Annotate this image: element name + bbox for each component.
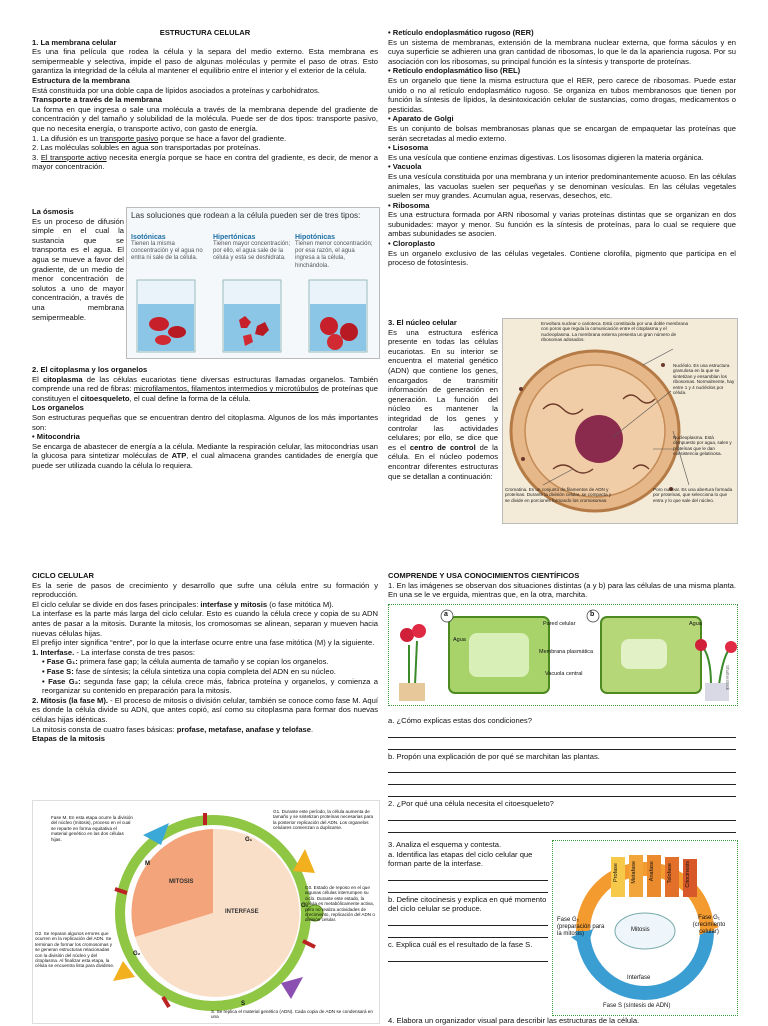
- solucion-hipertonica: Hipertónicas Tienen mayor concentración; por ello, el agua sale de la célula y esta se deshidrata.: [213, 234, 291, 262]
- golgi-heading: • Aparato de Golgi: [388, 114, 454, 124]
- solucion-hipotonica: Hipotónicas Tienen menor concentración; por esa razón, el agua ingresa a la célula, hinchándola.: [295, 234, 373, 269]
- column-ciclo-celular: [32, 571, 378, 744]
- golgi-text: Es un conjunto de bolsas membranosas planas que se encargan de empaquetar las proteínas que serán secretadas al medio externo.: [388, 123, 736, 143]
- questions-block: [388, 716, 736, 834]
- diagram-g1-label: G₁: [245, 837, 253, 843]
- question-3a: a. Identifica las etapas del ciclo celular que forman parte de la interfase.: [388, 849, 533, 869]
- solucion-isotonica: Isotónicas Tienen la misma concentración y el agua no entra ni sale de la célula.: [131, 234, 203, 262]
- citoplasma-text: El citoplasma de las células eucariotas tiene diversas estructuras llamadas organelos. También comprende una red de fibras: microfilamentos, filamentos intermedios y microtúbulos de proteínas que constituyen el citoesqueleto, el cual define la forma de la célula.: [32, 374, 379, 403]
- pared-celular-label: Pared celular: [543, 621, 576, 627]
- section-membrana-text: Es una fina película que rodea la célula y la separa del medio externo. Esta membrana es semipermeable y selectiva, impide el paso de algunas moléculas y permite el paso de otras. Esto garantiza la integridad de la célula al mantener el equilibrio entre el interior y el exterior de la célula.: [32, 47, 378, 76]
- profase-label: Profase: [613, 863, 619, 882]
- rer-heading: • Retículo endoplasmático rugoso (RER): [388, 28, 534, 37]
- plantas-figure: [388, 604, 738, 706]
- diagram-s-text: S. Se replica el material genético (ADN). Cada copia de ADN se condensará en una: [211, 1009, 373, 1020]
- mitocondria-text: Se encarga de abastecer de energía a la célula. Mediante la respiración celular, las mitocondrias usan la glucosa para sintetizar moléculas de ATP, el cual almacena grandes cantidades de energía que puede ser utilizada cuando la célula lo requiera.: [32, 441, 378, 470]
- credit-label: Shutterstock: [725, 665, 730, 691]
- comprende-title: COMPRENDE Y USA CONOCIMIENTOS CIENTÍFICOS: [388, 571, 580, 580]
- soluciones-figure: [126, 207, 380, 359]
- ciclo-p4: El prefijo inter significa “entre”, por lo que la interfase ocurre entre una fase mitótica (M) y la siguiente.: [32, 638, 375, 648]
- question-4: 4. Elabora un organizador visual para describir las estructuras de la célula.: [388, 1016, 640, 1025]
- diagram-m-label: M: [145, 861, 150, 867]
- plantas-illustration: [389, 605, 737, 705]
- ribosoma-text: Es una estructura formada por ARN ribosomal y varias proteínas distintas que se organizan en dos subunidades: mayor y menor. Su función es la síntesis de proteínas, para lo cual se requiere que ambas subunidades se asocien.: [388, 210, 736, 239]
- soluciones-title: Las soluciones que rodean a la célula pueden ser de tres tipos:: [131, 211, 361, 220]
- cloroplasto-text: Es un organelo exclusivo de las células vegetales. Contiene clorofila, pigmento que participa en el proceso de fotosíntesis.: [388, 248, 736, 268]
- citoplasma-block: [32, 365, 378, 471]
- agua-label-1: Agua: [453, 637, 466, 643]
- ribosoma-heading: • Ribosoma: [388, 200, 430, 210]
- answer-line[interactable]: [388, 810, 736, 821]
- etapas-heading: Etapas de la mitosis: [32, 734, 106, 744]
- cloroplasto-heading: • Cloroplasto: [388, 239, 435, 249]
- question-3: 3. Analiza el esquema y contesta.: [388, 840, 502, 849]
- lisosoma-heading: • Lisosoma: [388, 143, 429, 153]
- rer-text: Es un sistema de membranas, extensión de la membrana nuclear externa, que forma sáculos y en cuya superficie se adhieren una gran cantidad de ribosomas, lo que le da la apariencia rugosa. Por su asociación con los ribosomas, su principal función es la síntesis y transporte de proteínas.: [388, 37, 736, 66]
- interfase-label: Interfase: [627, 975, 651, 981]
- ciclo-p3: La interfase es la parte más larga del ciclo celular. Esto es cuando la célula crece y copia de su ADN antes de pasar a la mitosis. Durante la mitosis, los cromosomas se alinean, separan y mueven hacia nuevas células hijas.: [32, 609, 378, 638]
- answer-line[interactable]: [388, 927, 548, 938]
- answer-line[interactable]: [388, 727, 736, 738]
- osmosis-heading: La ósmosis: [32, 207, 74, 216]
- plant-b-label: b: [590, 611, 595, 618]
- vacuola-label: Vacuola central: [545, 671, 583, 677]
- beaker-hipotonica: [309, 280, 367, 352]
- ciclo-p2: El ciclo celular se divide en dos fases principales: interfase y mitosis (o fase mitótica M).: [32, 599, 334, 609]
- question-3-block: [388, 840, 548, 963]
- question-1: 1. En las imágenes se observan dos situaciones distintas (a y b) para las células de una misma planta. En una se le ve erguida, mientras que, en la otra, marchita.: [388, 580, 736, 600]
- diagram-g2-text: G2. Se reparan algunos errores que ocurren en la replicación del ADN. Se terminan de formar los cromosomas y se generan estructuras relacionadas con la división del núcleo y del citoplasma. Al finalizar esta etapa, la célula se encuentra lista para dividirse.: [35, 931, 115, 969]
- interfase-heading: 1. Interfase. - La interfase consta de tres pasos:: [32, 647, 195, 657]
- label-cromatina: Cromatina. Es un conjunto de filamentos de ADN y proteínas. Durante la división celular, se compacta y se divide en porciones formando los cromosomas.: [505, 487, 612, 503]
- diagram-g0-text: G0. Estado de reposo en el que algunas células interrumpen su ciclo. Durante este estado, la célula es metabólicamente activa, pero no realiza actividades de crecimiento, replicación del ADN o división celular.: [305, 885, 375, 923]
- answer-line[interactable]: [388, 951, 548, 962]
- anafase-label: Anafase: [649, 861, 655, 882]
- fase-s-item: • Fase S: fase de síntesis; la célula sintetiza una copia completa del ADN en su núcleo.: [42, 666, 336, 676]
- answer-line[interactable]: [388, 870, 548, 881]
- osmosis-block: [32, 207, 124, 322]
- ciclo-title: CICLO CELULAR: [32, 571, 95, 580]
- planta-erguida-icon: [399, 624, 426, 701]
- page-title: ESTRUCTURA CELULAR: [159, 28, 251, 37]
- transporte-item-3: 3. El transporte activo necesita energía porque se hace en contra del gradiente, es decir, de menor a mayor concentración.: [32, 152, 378, 172]
- nucleo-heading: 3. El núcleo celular: [388, 318, 457, 327]
- rel-heading: • Retículo endoplasmático liso (REL): [388, 66, 521, 76]
- section-membrana-heading: 1. La membrana celular: [32, 37, 117, 47]
- transporte-text: La forma en que ingresa o sale una molécula a través de la membrana depende del gradiente de concentración y del tamaño y solubilidad de la molécula. Puede ser de dos tipos: transporte pasivo, que no necesita energía, o transporte activo, con gasto de energía.: [32, 104, 378, 133]
- question-b: b. Propón una explicación de por qué se marchitan las plantas.: [388, 751, 600, 761]
- citocinesis-label: Citocinesis: [685, 861, 691, 888]
- diagram-g0-label: G₀: [301, 903, 309, 909]
- fase-g2-label: Fase G₂ (preparación para la mitosis): [557, 917, 605, 937]
- question-3c: c. Explica cuál es el resultado de la fase S.: [388, 939, 533, 949]
- organelos-heading: Los organelos: [32, 403, 84, 413]
- column-comprende: [388, 571, 736, 600]
- citoplasma-heading: 2. El citoplasma y los organelos: [32, 365, 148, 374]
- vacuola-heading: • Vacuola: [388, 162, 422, 172]
- transporte-heading: Transporte a través de la membrana: [32, 95, 162, 105]
- osmosis-text: Es un proceso de difusión simple en el cual la sustancia que se transporta es el agua. El agua se mueve a favor del gradiente, de un medio de menor concentración de solutos a uno de mayor concentración, a través de una membrana semipermeable.: [32, 216, 124, 322]
- column-organelos: [388, 28, 736, 268]
- answer-line[interactable]: [388, 822, 736, 833]
- label-envoltura-nuclear: Envoltura nuclear o carioteca. Está constituida por una doble membrana con poros que regula la comunicación entre el citoplasma y el nucleoplasma. La membrana externa presenta un gran número de ribosomas adosados.: [541, 321, 689, 343]
- label-nucleolo: Nucléolo. Es una estructura granulosa en la que se sintetizan y ensamblan los ribosomas. Normalmente, hay entre 1 y 4 nucléolos por célula.: [673, 363, 735, 396]
- diagram-fase-m-text: Fase M. En esta etapa ocurre la división del núcleo (mitosis), proceso en el cual se reparte en forma equitativa el material genético en las dos células hijas.: [51, 815, 133, 842]
- beaker-hipertonica: [223, 280, 281, 352]
- label-poro-nuclear: Poro nuclear. Es una abertura formada por proteínas, que selecciona lo que entra y lo que sale del núcleo.: [653, 487, 733, 503]
- question-2: 2. ¿Por qué una célula necesita el citoesqueleto?: [388, 799, 554, 809]
- label-nucleoplasma: Nucleoplasma. Está compuesto por agua, sales y proteínas que le dan consistencia gelatinosa.: [673, 435, 732, 457]
- celula-b-icon: [601, 617, 701, 693]
- telofase-label: Telofase: [667, 863, 673, 884]
- vacuola-text: Es una vesícula constituida por una membrana y un interior predominantemente acuoso. En las células animales, las vacuolas suelen ser pequeñas y se denominan vesículas. En las células vegetales suelen ser muy grandes. Acumulan agua, reservas, desechos, etc.: [388, 171, 736, 201]
- beakers-illustration: [127, 276, 379, 356]
- transporte-item-2: 2. Las moléculas solubles en agua son transportadas por proteínas.: [32, 143, 261, 153]
- nucleo-figure: [502, 318, 738, 524]
- question-3b: b. Define citocinesis y explica en qué momento del ciclo celular se produce.: [388, 894, 547, 914]
- beaker-isotonica: [137, 280, 195, 352]
- answer-line[interactable]: [388, 762, 736, 773]
- mitocondria-heading: • Mitocondria: [32, 432, 80, 442]
- answer-line[interactable]: [388, 882, 548, 893]
- fase-g2-item: • Fase G₂: segunda fase gap; la célula crece más, fabrica proteína y organelos, y comienza a reorganizar su contenido en preparación para la mitosis.: [42, 676, 378, 696]
- ciclo-esquema-figure: [552, 840, 738, 1016]
- ciclo-p1: Es la serie de pasos de crecimiento y desarrollo que sufre una célula entre su formación y reproducción.: [32, 580, 378, 600]
- mitosis-label: Mitosis: [631, 927, 650, 933]
- ciclo-figure: [32, 800, 380, 1024]
- organelos-text: Son estructuras pequeñas que se encuentran dentro del citoplasma. Algunos de los más importantes son:: [32, 412, 378, 432]
- diagram-interfase-label: INTERFASE: [225, 909, 259, 915]
- nucleo-block: [388, 318, 498, 481]
- diagram-g2-label: G₂: [133, 951, 141, 957]
- estructura-heading: Estructura de la membrana: [32, 75, 130, 85]
- celula-a-icon: [449, 617, 549, 693]
- answer-line[interactable]: [388, 786, 736, 797]
- fase-s-label: Fase S (síntesis de ADN): [603, 1003, 671, 1009]
- estructura-text: Está constituida por una doble capa de lípidos asociados a proteínas y carbohidratos.: [32, 85, 320, 95]
- lisosoma-text: Es una vesícula que contiene enzimas digestivas. Los lisosomas digieren la materia orgánica.: [388, 152, 704, 162]
- transporte-item-1: 1. La difusión es un transporte pasivo porque se hace a favor del gradiente.: [32, 133, 287, 143]
- question-a: a. ¿Cómo explicas estas dos condiciones?: [388, 716, 532, 725]
- answer-line[interactable]: [388, 739, 736, 750]
- metafase-label: Metafase: [631, 861, 637, 884]
- nucleo-text: Es una estructura esférica presente en todas las células eucariotas. En su interior se encuentra el material genético (ADN) que contiene los genes, encargados de transmitir información de generación en generación. La función del núcleo es mantener la integridad de los genes y controlar las actividades celulares; por ello, se dice que es el centro de control de la célula. En el núcleo podemos encontrar diferentes estructuras que se detallan a continuación:: [388, 327, 499, 481]
- diagram-g1-text: G1. Durante este período, la célula aumenta de tamaño y se sintetizan proteínas necesarias para la posterior replicación del ADN. Los organelos celulares comienzan a duplicarse.: [273, 809, 374, 831]
- diagram-s-label: S: [241, 1001, 246, 1007]
- column-estructura-celular: [32, 28, 378, 172]
- fase-g1-item: • Fase G₁: primera fase gap; la célula aumenta de tamaño y se copian los organelos.: [42, 657, 329, 667]
- agua-label-2: Agua: [689, 621, 702, 627]
- rel-text: Es un organelo que tiene la misma estructura que el RER, pero carece de ribosomas. Puede estar unido o no al retículo endoplasmático rugoso. Se organiza en tubos membranosos que tienen por función la síntesis de lípidos, la desintoxicación celular de sustancias, como drogas, medicamentos o pesticidas.: [388, 75, 736, 114]
- mitosis-heading: 2. Mitosis (la fase M). - El proceso de mitosis o división celular, también se conoce como fase M. Aquí es donde la célula divide su ADN, que antes copió, así como su citoplasma para formar dos nuevas células hijas idénticas.: [32, 695, 378, 724]
- fase-g1-label: Fase G₁ (crecimiento celular): [692, 915, 726, 935]
- membrana-label: Membrana plasmática: [539, 649, 594, 655]
- plant-a-label: a: [444, 611, 448, 618]
- diagram-mitosis-label: MITOSIS: [169, 879, 194, 885]
- answer-line[interactable]: [388, 774, 736, 785]
- answer-line[interactable]: [388, 915, 548, 926]
- mitosis-fases: La mitosis consta de cuatro fases básicas: profase, metafase, anafase y telofase.: [32, 724, 314, 734]
